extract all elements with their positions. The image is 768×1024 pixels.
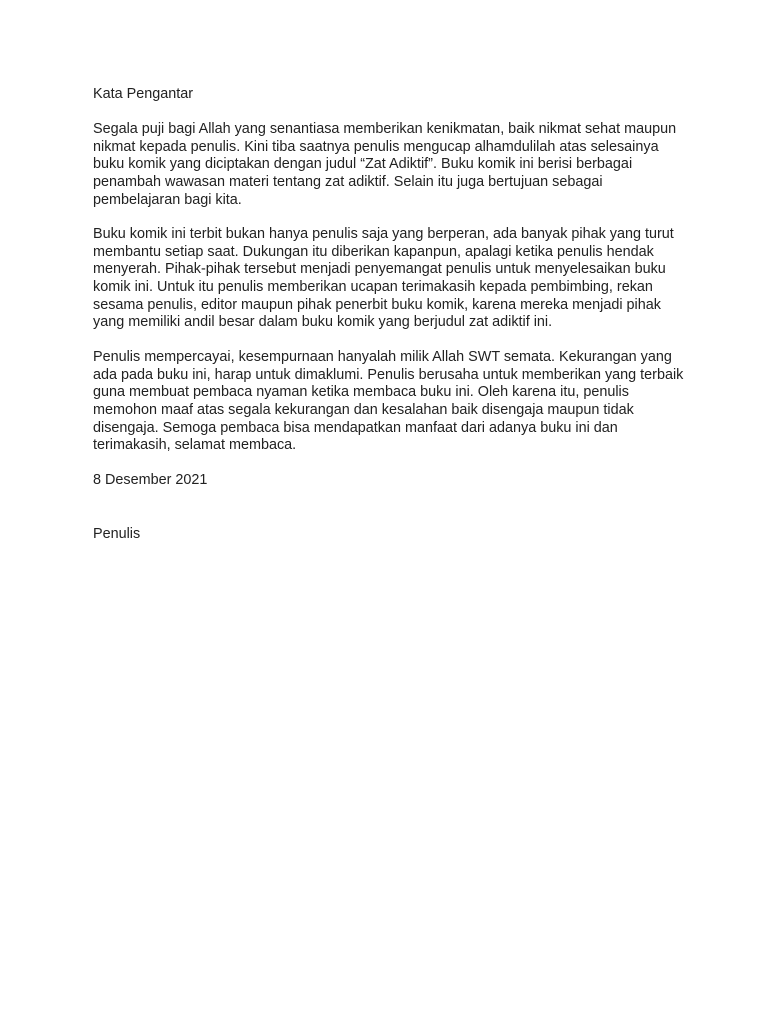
- paragraph-line: nikmat kepada penulis. Kini tiba saatnya penulis mengucap alhamdulilah atas selesainya: [93, 138, 659, 155]
- paragraph-line: disengaja. Semoga pembaca bisa mendapatkan manfaat dari adanya buku ini dan: [93, 419, 618, 436]
- document-title: Kata Pengantar: [93, 86, 194, 102]
- document-author: Penulis: [93, 526, 141, 542]
- paragraph-line: Buku komik ini terbit bukan hanya penulis saja yang berperan, ada banyak pihak yang turut: [93, 226, 674, 242]
- paragraph-line: penambah wawasan materi tentang zat adiktif. Selain itu juga bertujuan sebagai: [93, 174, 603, 191]
- paragraph-line: Penulis mempercayai, kesempurnaan hanyalah milik Allah SWT semata. Kekurangan yang: [93, 349, 672, 365]
- paragraph-line: sesama penulis, editor maupun pihak penerbit buku komik, karena mereka menjadi pihak: [93, 296, 661, 313]
- paragraph-line: yang memiliki andil besar dalam buku komik yang berjudul zat adiktif ini.: [93, 314, 553, 331]
- paragraph-line: komik ini. Untuk itu penulis memberikan ucapan terimakasih kepada pembimbing, rekan: [93, 279, 653, 296]
- paragraph-line: membantu setiap saat. Dukungan itu diberikan kapanpun, apalagi ketika penulis hendak: [93, 243, 654, 260]
- paragraph-line: ada pada buku ini, harap untuk dimaklumi. Penulis berusaha untuk memberikan yang terbaik: [93, 366, 684, 383]
- paragraph-line: terimakasih, selamat membaca.: [93, 437, 297, 454]
- document-date: 8 Desember 2021: [93, 472, 208, 488]
- paragraph-line: memohon maaf atas segala kekurangan dan kesalahan baik disengaja maupun tidak: [93, 402, 634, 419]
- paragraph-1: [93, 121, 676, 209]
- paragraph-3: [93, 349, 683, 455]
- paragraph-line: Segala puji bagi Allah yang senantiasa memberikan kenikmatan, baik nikmat sehat maupun: [93, 121, 677, 137]
- paragraph-line: menyerah. Pihak-pihak tersebut menjadi penyemangat penulis untuk menyelesaikan buku: [93, 261, 666, 278]
- paragraph-line: pembelajaran bagi kita.: [93, 191, 242, 208]
- paragraph-line: guna membuat pembaca nyaman ketika membaca buku ini. Oleh karena itu, penulis: [93, 384, 629, 401]
- paragraph-2: [93, 226, 674, 332]
- paragraph-line: buku komik yang diciptakan dengan judul “Zat Adiktif”. Buku komik ini berisi berbagai: [93, 156, 633, 173]
